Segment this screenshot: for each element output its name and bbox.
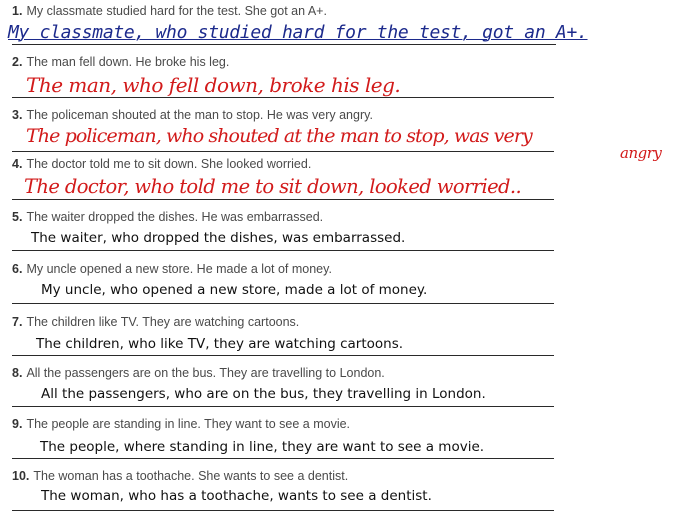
answer-line <box>12 458 554 459</box>
handwritten-answer-1: My classmate, who studied hard for the test, got an A+. <box>8 22 588 43</box>
answer-line <box>12 510 554 511</box>
question-text: All the passengers are on the bus. They are travelling to London. <box>26 366 385 380</box>
typed-answer-9: The people, where standing in line, they are want to see a movie. <box>40 439 485 455</box>
question-text: The policeman shouted at the man to stop. He was very angry. <box>26 108 373 122</box>
question-7 <box>12 315 299 329</box>
handwritten-answer-3: The policeman, who shouted at the man to stop, was very <box>26 125 532 147</box>
answer-line <box>12 97 554 98</box>
question-number: 8. <box>12 366 23 380</box>
handwritten-answer-2: The man, who fell down, broke his leg. <box>26 73 401 97</box>
question-10 <box>12 469 348 483</box>
question-number: 3. <box>12 108 23 122</box>
question-9 <box>12 417 350 431</box>
typed-answer-5: The waiter, who dropped the dishes, was embarrassed. <box>31 230 406 246</box>
answer-line <box>12 406 554 407</box>
question-text: My uncle opened a new store. He made a lot of money. <box>26 262 332 276</box>
question-4 <box>12 157 311 171</box>
answer-line <box>12 303 554 304</box>
question-6 <box>12 262 332 276</box>
question-5 <box>12 210 323 224</box>
question-number: 1. <box>12 4 23 18</box>
question-8 <box>12 366 385 380</box>
question-text: The man fell down. He broke his leg. <box>26 55 230 69</box>
handwritten-answer-4: The doctor, who told me to sit down, looked worried.. <box>24 175 522 198</box>
question-text: The children like TV. They are watching cartoons. <box>26 315 300 329</box>
question-text: The waiter dropped the dishes. He was embarrassed. <box>26 210 324 224</box>
question-number: 2. <box>12 55 23 69</box>
question-1 <box>12 4 327 18</box>
answer-line <box>12 250 554 251</box>
question-number: 9. <box>12 417 23 431</box>
question-2 <box>12 55 229 69</box>
question-text: The people are standing in line. They want to see a movie. <box>26 417 351 431</box>
question-text: The doctor told me to sit down. She looked worried. <box>26 157 312 171</box>
typed-answer-7: The children, who like TV, they are watching cartoons. <box>36 336 404 352</box>
answer-line <box>12 199 554 200</box>
handwritten-answer-3-continued: angry <box>620 144 662 162</box>
typed-answer-10: The woman, who has a toothache, wants to see a dentist. <box>41 488 432 504</box>
typed-answer-8: All the passengers, who are on the bus, they travelling in London. <box>41 386 486 402</box>
question-number: 4. <box>12 157 23 171</box>
question-3 <box>12 108 373 122</box>
answer-line <box>12 151 554 152</box>
question-number: 10. <box>12 469 30 483</box>
question-number: 7. <box>12 315 23 329</box>
answer-line <box>12 355 554 356</box>
typed-answer-6: My uncle, who opened a new store, made a lot of money. <box>41 282 428 298</box>
question-text: The woman has a toothache. She wants to see a dentist. <box>33 469 349 483</box>
question-text: My classmate studied hard for the test. She got an A+. <box>26 4 327 18</box>
question-number: 5. <box>12 210 23 224</box>
answer-line <box>12 44 556 45</box>
question-number: 6. <box>12 262 23 276</box>
